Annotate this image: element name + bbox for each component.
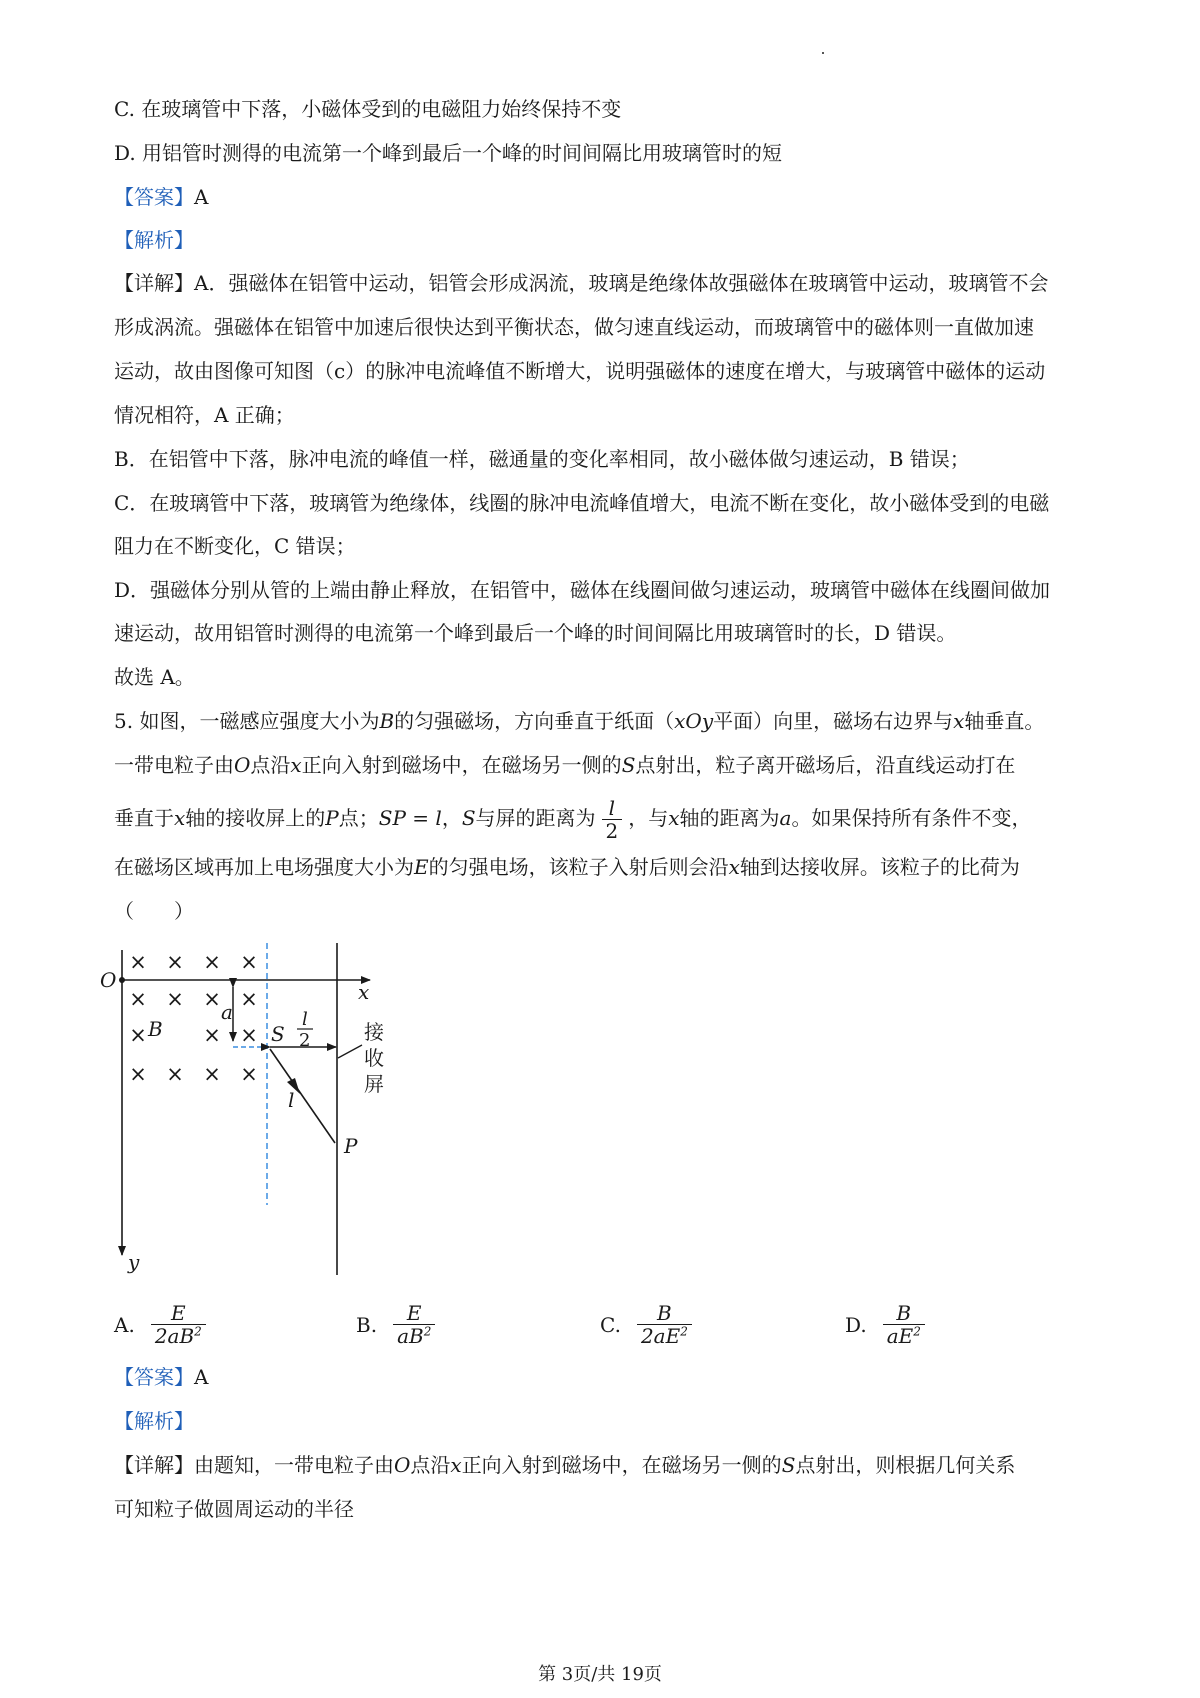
text: 正向入射到磁场中，在磁场另一侧的 <box>461 1453 782 1477</box>
label-a: a <box>221 1000 233 1024</box>
option-label: C. <box>600 1312 621 1337</box>
var: x <box>174 806 186 830</box>
detail-tag: 【详解】 <box>114 271 194 295</box>
text: 点沿 <box>410 1453 451 1477</box>
var: S <box>781 1453 796 1477</box>
frac-num: E <box>393 1302 435 1325</box>
frac-num: B <box>883 1302 925 1325</box>
frac-num: B <box>637 1302 692 1325</box>
var: a <box>779 806 792 830</box>
text: 点； <box>338 806 379 830</box>
q5-detail-line <box>114 1450 1015 1480</box>
q5-detail-line: 可知粒子做圆周运动的半径 <box>114 1497 354 1521</box>
prev-detail-line: B．在铝管中下落，脉冲电流的峰值一样，磁通量的变化率相同，故小磁体做匀速运动，B 错误； <box>114 447 970 471</box>
text: 垂直于 <box>114 806 174 830</box>
prev-option-c: C. 在玻璃管中下落，小磁体受到的电磁阻力始终保持不变 <box>114 97 622 121</box>
text: 轴的距离为 <box>679 806 780 830</box>
var: x <box>450 1453 462 1477</box>
field-cross: × <box>203 950 221 974</box>
text: 由题知，一带电粒子由 <box>194 1453 394 1477</box>
option-fraction <box>883 1302 925 1347</box>
text: 一带电粒子由 <box>114 753 234 777</box>
frac-num: E <box>151 1302 206 1325</box>
text: 的匀强电场，该粒子入射后则会沿 <box>428 855 729 879</box>
detail-text: A．强磁体在铝管中运动，铝管会形成涡流，玻璃是绝缘体故强磁体在玻璃管中运动，玻璃管不会 <box>194 271 1049 295</box>
fraction-l-over-2 <box>602 797 623 842</box>
option-fraction <box>151 1302 206 1347</box>
prev-detail-line: 运动，故由图像可知图（c）的脉冲电流峰值不断增大，说明强磁体的速度在增大，与玻璃管中磁体的运动 <box>114 359 1046 383</box>
page-dot <box>822 52 824 54</box>
option-label: B. <box>356 1312 378 1337</box>
text: 点射出，粒子离开磁场后，沿直线运动打在 <box>635 753 1016 777</box>
text: 的匀强磁场，方向垂直于纸面（ <box>394 709 675 733</box>
den-text: aE <box>886 1324 914 1348</box>
var: S <box>461 806 476 830</box>
var: x <box>668 806 680 830</box>
option-fraction <box>393 1302 435 1347</box>
var: x <box>290 753 302 777</box>
text: 正向入射到磁场中，在磁场另一侧的 <box>301 753 622 777</box>
option-c[interactable] <box>600 1302 698 1347</box>
label-l-den: 2 <box>299 1030 311 1051</box>
field-cross: × <box>129 950 147 974</box>
prev-answer-row <box>114 182 208 212</box>
label-p: P <box>344 1134 358 1158</box>
text: 5. 如图，一磁感应强度大小为 <box>114 709 380 733</box>
answer-value: A <box>194 1365 209 1389</box>
var: E <box>414 855 429 879</box>
text: 轴的接收屏上的 <box>185 806 326 830</box>
field-cross: × <box>129 987 147 1011</box>
field-cross: × <box>129 1023 147 1047</box>
detail-tag: 【详解】 <box>114 1453 194 1477</box>
frac-den <box>883 1325 925 1347</box>
var: xOy <box>674 709 714 733</box>
frac-den: 2 <box>605 819 619 843</box>
q5-answer-row <box>114 1362 208 1392</box>
den-text: aB <box>397 1324 424 1348</box>
text: 轴到达接收屏。该粒子的比荷为 <box>739 855 1020 879</box>
answer-value: A <box>194 185 209 209</box>
prev-detail-line: 故选 A。 <box>114 665 195 689</box>
answer-tag: 【答案】 <box>114 185 194 209</box>
prev-detail-line: D．强磁体分别从管的上端由静止释放，在铝管中，磁体在线圈间做匀速运动，玻璃管中磁体在线圈间做加 <box>114 578 1051 602</box>
text: 平面）向里，磁场右边界与 <box>713 709 954 733</box>
prev-detail-line: 情况相符，A 正确； <box>114 403 295 427</box>
option-a[interactable] <box>114 1302 212 1347</box>
option-fraction <box>637 1302 692 1347</box>
prev-option-d: D. 用铝管时测得的电流第一个峰到最后一个峰的时间间隔比用玻璃管时的短 <box>114 141 783 165</box>
prev-detail-line: 阻力在不断变化，C 错误； <box>114 534 356 558</box>
text: ，与 <box>628 806 669 830</box>
prev-detail-line: C．在玻璃管中下落，玻璃管为绝缘体，线圈的脉冲电流峰值增大，电流不断在变化，故小磁体受到的电磁 <box>114 491 1050 515</box>
text: 点沿 <box>250 753 291 777</box>
var: P <box>325 806 339 830</box>
option-label: D. <box>845 1312 867 1337</box>
label-o: O <box>100 968 117 992</box>
field-cross: × <box>203 987 221 1011</box>
field-cross: × <box>203 1062 221 1086</box>
q5-paren: （ ） <box>114 899 194 923</box>
q5-line1 <box>114 706 1044 736</box>
var: S <box>621 753 636 777</box>
screen-label-2: 收 <box>364 1046 384 1070</box>
field-cross: × <box>166 950 184 974</box>
label-b: B <box>148 1017 163 1041</box>
var: O <box>394 1453 411 1477</box>
field-cross: × <box>203 1023 221 1047</box>
field-cross: × <box>240 1023 258 1047</box>
den-sup: 2 <box>194 1324 202 1339</box>
den-sup: 2 <box>913 1324 921 1339</box>
var: l <box>435 806 442 830</box>
frac-den <box>151 1325 206 1347</box>
origin-dot <box>119 977 125 983</box>
analysis-tag: 【解析】 <box>114 228 194 252</box>
label-s: S <box>271 1022 285 1046</box>
den-sup: 2 <box>423 1324 432 1339</box>
prev-detail-line: 形成涡流。强磁体在铝管中加速后很快达到平衡状态，做匀速直线运动，而玻璃管中的磁体则一直做加速 <box>114 315 1034 339</box>
var: x <box>953 709 965 733</box>
magnetic-field-figure <box>100 935 440 1275</box>
trajectory-sp <box>270 1049 335 1143</box>
page-footer: 第 3页/共 19页 <box>538 1664 662 1685</box>
frac-num: l <box>602 797 623 820</box>
text: 轴垂直。 <box>964 709 1045 733</box>
text: 与屏的距离为 <box>475 806 596 830</box>
var: O <box>234 753 251 777</box>
field-cross: × <box>166 1062 184 1086</box>
den-text: 2aB <box>154 1324 195 1348</box>
screen-pointer <box>338 1045 362 1058</box>
field-cross: × <box>240 950 258 974</box>
var: B <box>379 709 395 733</box>
field-cross: × <box>240 1062 258 1086</box>
field-cross: × <box>240 987 258 1011</box>
text: 。如果保持所有条件不变， <box>791 806 1032 830</box>
text: = <box>405 806 436 830</box>
var: x <box>728 855 740 879</box>
q5-line2 <box>114 750 1015 780</box>
q5-line4 <box>114 852 1020 882</box>
analysis-tag: 【解析】 <box>114 1409 194 1433</box>
den-sup: 2 <box>680 1324 688 1339</box>
label-y: y <box>128 1250 140 1274</box>
screen-label-3: 屏 <box>364 1072 384 1096</box>
answer-tag: 【答案】 <box>114 1365 194 1389</box>
text: 在磁场区域再加上电场强度大小为 <box>114 855 414 879</box>
label-l: l <box>288 1088 295 1112</box>
label-x: x <box>358 980 370 1004</box>
field-cross: × <box>129 1062 147 1086</box>
option-d[interactable] <box>845 1302 931 1347</box>
q5-line3 <box>114 788 1031 848</box>
label-l-num: l <box>302 1009 308 1030</box>
den-text: 2aE <box>640 1324 681 1348</box>
frac-den <box>393 1325 435 1347</box>
text: ， <box>441 806 462 830</box>
frac-den <box>637 1325 692 1347</box>
screen-label-1: 接 <box>364 1020 384 1044</box>
option-b[interactable] <box>356 1302 441 1347</box>
prev-detail-line: 速运动，故用铝管时测得的电流第一个峰到最后一个峰的时间间隔比用玻璃管时的长，D 错误。 <box>114 621 957 645</box>
var: SP <box>378 806 406 830</box>
option-label: A. <box>114 1312 135 1337</box>
field-cross: × <box>166 987 184 1011</box>
text: 点射出，则根据几何关系 <box>795 1453 1016 1477</box>
prev-detail-line <box>114 268 1048 298</box>
